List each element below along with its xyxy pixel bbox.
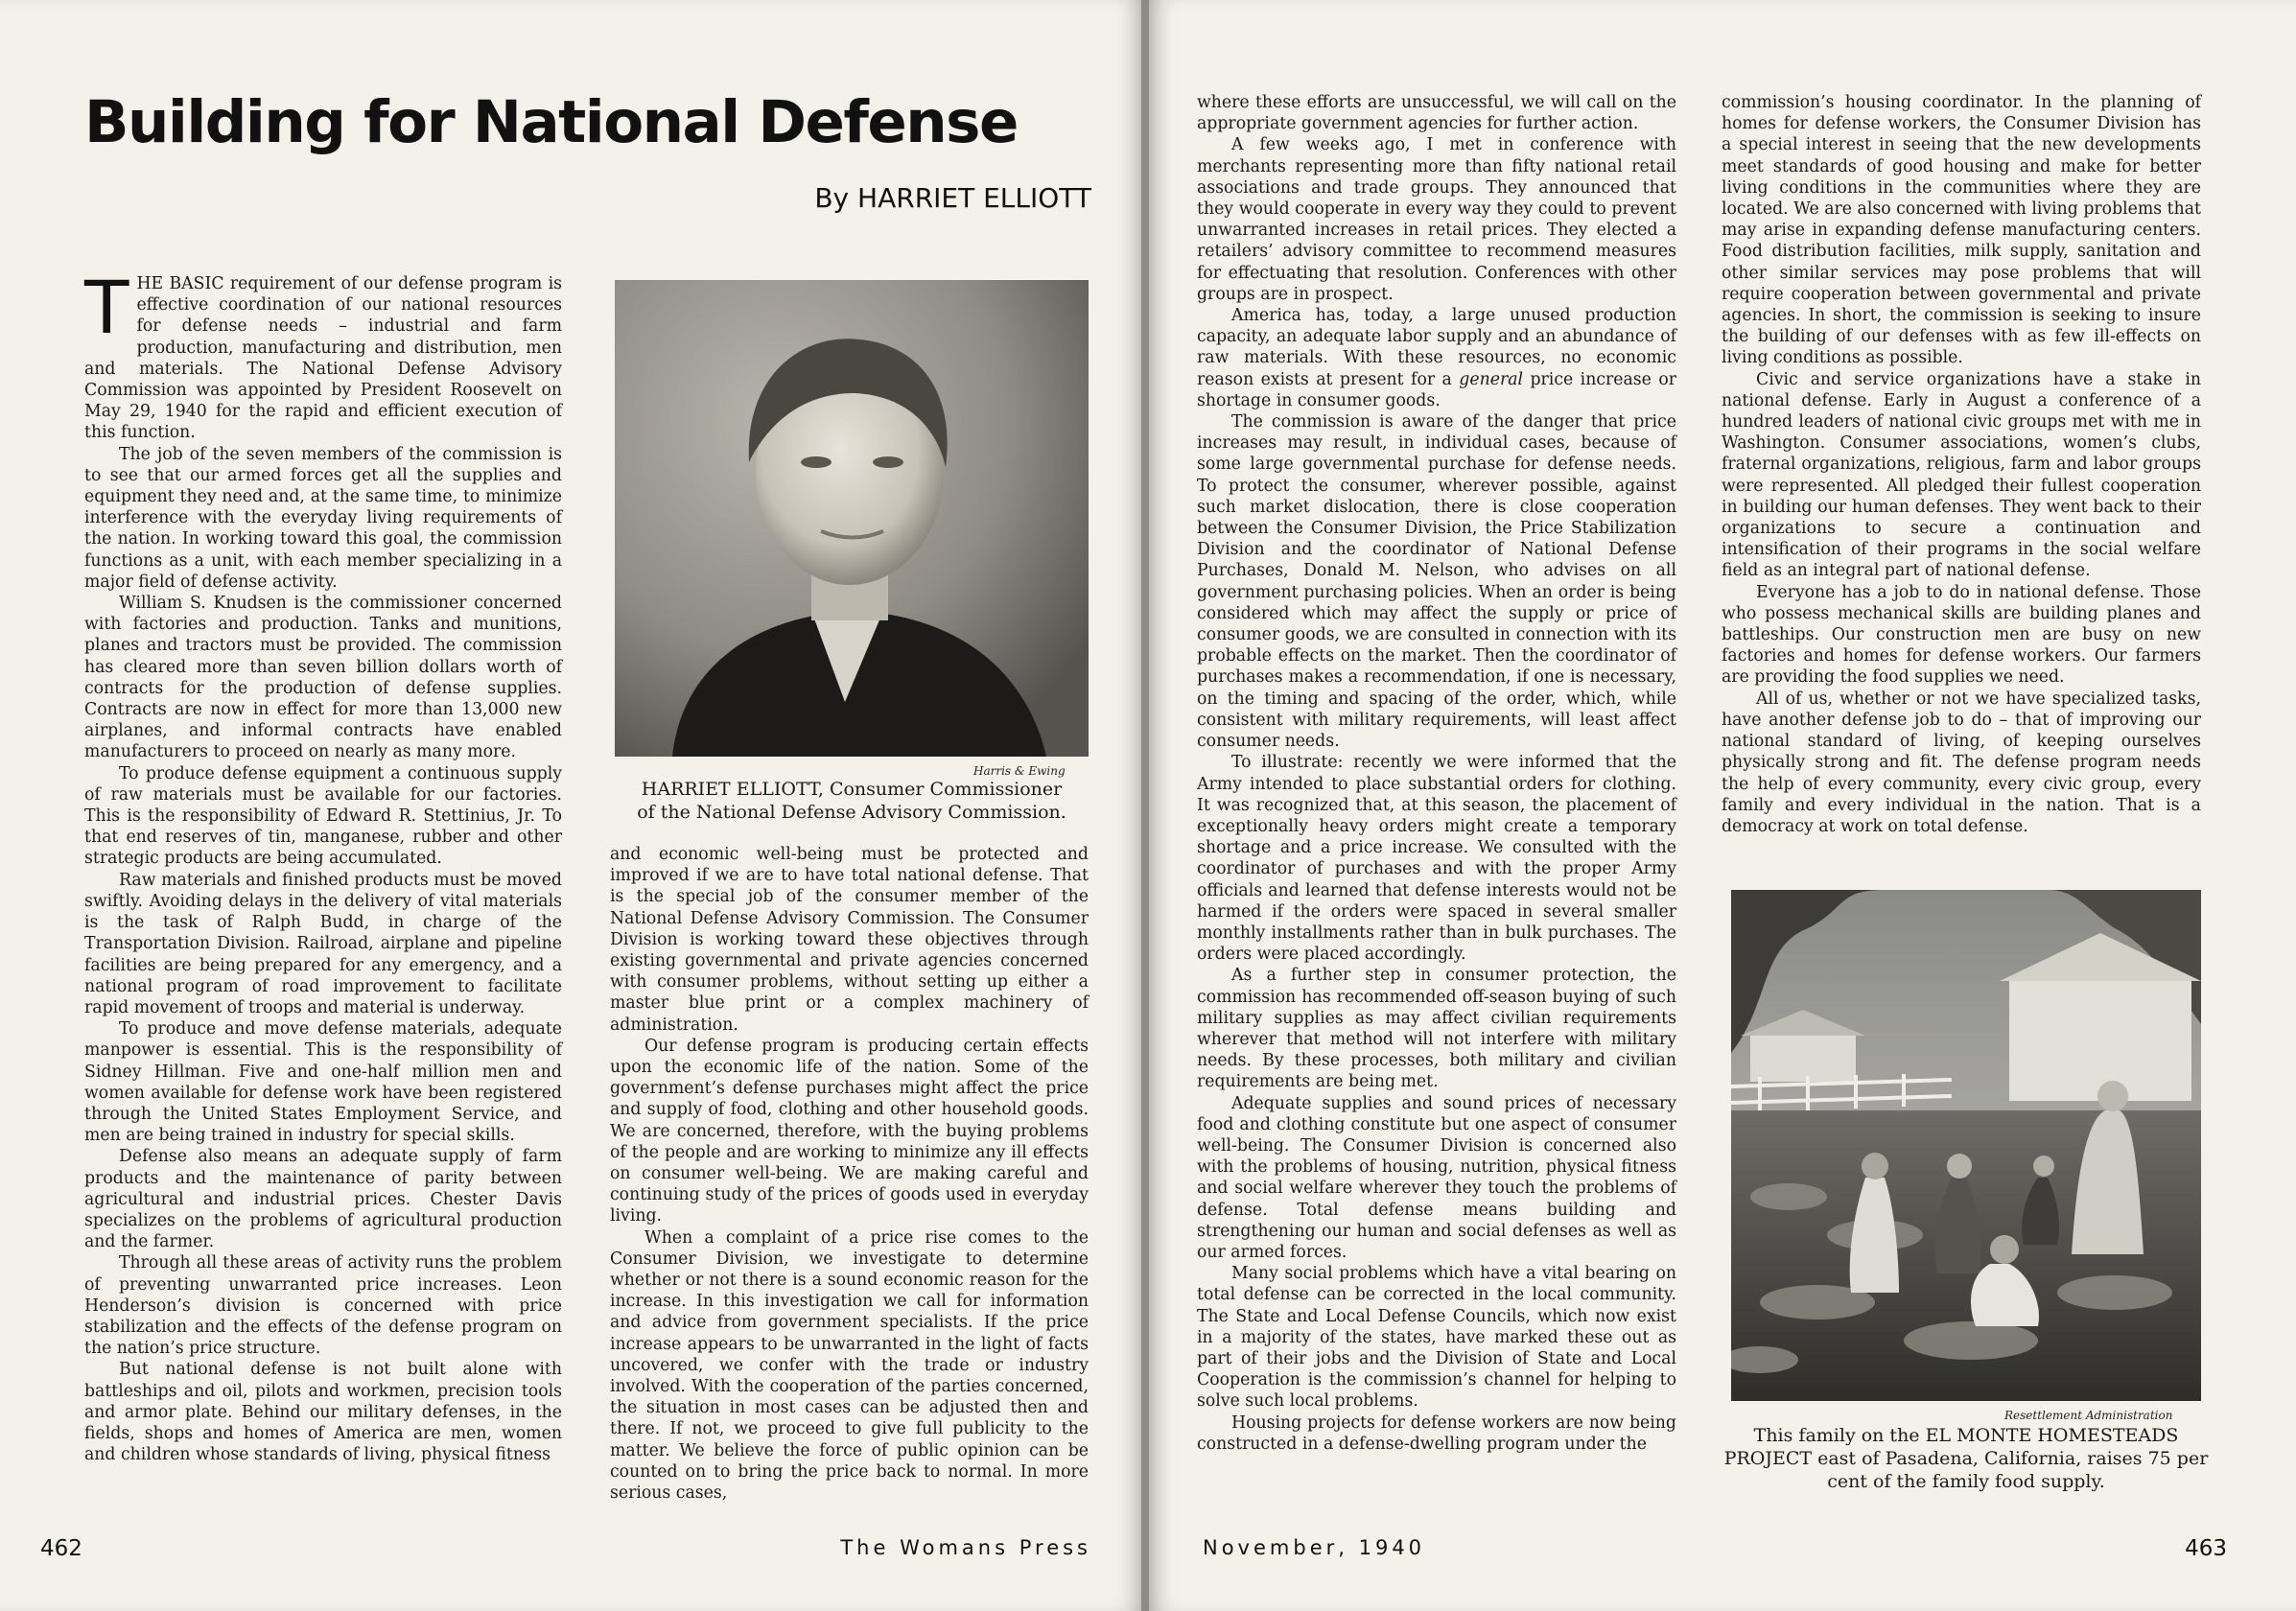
page-number-left: 462 <box>40 1536 82 1561</box>
article-column-2 <box>610 844 1089 1504</box>
paragraph: As a further step in consumer protection, the commission has recommended off-season buying of such military supplies as may affect civilian requirements wherever that method will not interfere with military needs. By these processes, both military and civilian requirements are being met. <box>1197 966 1676 1092</box>
paragraph: Many social problems which have a vital bearing on total defense can be corrected in the local community. The State and Local Defense Councils, which now exist in a majority of the states, have marked these out as part of their jobs and the Division of State and Local Cooperation is the commission’s channel for helping to solve such local problems. <box>1197 1264 1676 1412</box>
right-page <box>1149 0 2296 1611</box>
drop-cap: T <box>84 265 129 350</box>
paragraph: Through all these areas of activity runs the problem of preventing unwarranted price increases. Leon Henderson’s division is concerned with price stabilization and the effects of the defense program on the nation’s price structure. <box>84 1253 562 1359</box>
portrait-caption: HARRIET ELLIOTT, Consumer Commissioner of the National Defense Advisory Commission. <box>637 779 1066 823</box>
page-number-right: 463 <box>2185 1536 2227 1561</box>
paragraph: where these efforts are unsuccessful, we will call on the appropriate government agencies for further action. <box>1197 93 1676 134</box>
paragraph: To produce and move defense materials, adequate manpower is essential. This is the responsibility of Sidney Hillman. Five and one-half million men and women available for defense work have been registered through the United States Employment Service, and men are being trained in industry for special skills. <box>84 1019 562 1146</box>
paragraph: All of us, whether or not we have specialized tasks, have another defense job to do – that of improving our national standard of living, of keeping ourselves physically strong and fit. The defense program needs the help of every community, every civic group, every family and every individual in the nation. That is a democracy at work on total defense. <box>1722 689 2201 836</box>
paragraph: A few weeks ago, I met in conference with merchants representing more than fifty national retail associations and trade groups. They announced that they would cooperate in every way they could to prevent unwarranted increases in retail prices. They elected a retailers’ advisory committee to recommend measures for effectuating that resolution. Conferences with other groups are in prospect. <box>1197 135 1676 304</box>
left-page <box>0 0 1143 1611</box>
paragraph: The commission is aware of the danger that price increases may result, in individual cases, because of some large governmental purchase for defense needs. To protect the consumer, wherever possible, against such market dislocation, there is close cooperation between the Consumer Division, the Price Stabilization Division and the coordinator of National Defense Purchases, Donald M. Nelson, who advises on all government purchasing policies. When an order is being considered which may affect the supply or price of consumer goods, we are consulted in connection with its probable effects on the market. Then the coordinator of purchases makes a recommendation, if one is necessary, on the timing and spacing of the order, which, while consistent with military requirements, will least affect consumer needs. <box>1197 412 1676 752</box>
paragraph: Our defense program is producing certain effects upon the economic life of the nation. Some of the government’s defense purchases might affect the price and supply of food, clothing and other household goods. We are concerned, therefore, with the buying problems of the people and are working to minimize any ill effects on consumer well-being. We are making careful and continuing study of the prices of goods used in everyday living. <box>610 1036 1089 1226</box>
paragraph: Housing projects for defense workers are now being constructed in a defense-dwelling program under the <box>1197 1413 1676 1454</box>
homestead-credit: Resettlement Administration <box>2004 1409 2173 1422</box>
paragraph: William S. Knudsen is the commissioner concerned with factories and production. Tanks and munitions, planes and tractors must be provided. The commission has cleared more than seven billion dollars worth of contracts for the production of defense supplies. Contracts are now in effect for more than 13,000 new airplanes, and informal contracts have enabled manufacturers to proceed on nearly as many more. <box>84 594 562 762</box>
issue-date: November, 1940 <box>1203 1536 1426 1559</box>
paragraph: To produce defense equipment a continuous supply of raw materials must be available for our factories. This is the responsibility of Edward R. Stettinius, Jr. To that end reserves of tin, manganese, rubber and other strategic products are being accumulated. <box>84 763 562 869</box>
paragraph: America has, today, a large unused production capacity, an adequate labor supply and an abundance of raw materials. With these resources, no economic reason exists at present for a general price increase or shortage in consumer goods. <box>1197 306 1676 410</box>
paragraph: To illustrate: recently we were informed that the Army intended to place substantial orders for clothing. It was recognized that, at this season, the placement of exceptionally heavy orders might create a temporary shortage and a price increase. We consulted with the coordinator of purchases and with the proper Army officials and learned that defense interests would not be harmed if the orders were spaced in several smaller monthly installments rather than in bulk purchases. The orders were placed accordingly. <box>1197 753 1676 965</box>
paragraph: THE BASIC requirement of our defense program is effective coordination of our national resources for defense needs – industrial and farm production, manufacturing and distribution, men and materials. The National Defense Advisory Commission was appointed by President Roosevelt on May 29, 1940 for the rapid and efficient execution of this function. <box>84 265 562 443</box>
paragraph: Everyone has a job to do in national defense. Those who possess mechanical skills are building planes and battleships. Our construction men are busy on new factories and homes for defense workers. Our farmers are providing the food supplies we need. <box>1722 582 2201 688</box>
article-column-1 <box>84 265 562 1465</box>
paragraph: When a complaint of a price rise comes to the Consumer Division, we investigate to determine whether or not there is a sound economic reason for the increase. In this investigation we call for information and advice from government specialists. If the price increase appears to be unwarranted in the light of facts uncovered, we confer with the trade or industry involved. With the cooperation of the parties concerned, the situation in most cases can be adjusted then and there. If not, we proceed to give full publicity to the matter. We believe the force of public opinion can be counted on to bring the price back to normal. In more serious cases, <box>610 1227 1089 1504</box>
portrait-image <box>615 280 1089 757</box>
paragraph: But national defense is not built alone with battleships and oil, pilots and workmen, precision tools and armor plate. Behind our military defenses, in the fields, shops and homes of America are men, women and children whose standards of living, physical fitness <box>84 1360 562 1465</box>
portrait-credit: Harris & Ewing <box>973 764 1066 778</box>
paragraph: Defense also means an adequate supply of farm products and the maintenance of parity between agricultural and industrial prices. Chester Davis specializes on the problems of agricultural production and the farmer. <box>84 1147 562 1252</box>
homestead-caption: This family on the EL MONTE HOMESTEADS PROJECT east of Pasadena, California, raises 75 per cent of the family food supply. <box>1723 1425 2209 1492</box>
article-column-4 <box>1722 92 2201 837</box>
publication-name: The Womans Press <box>840 1536 1091 1559</box>
portrait-photo <box>615 280 1089 757</box>
homestead-image <box>1731 890 2201 1401</box>
paragraph: Raw materials and finished products must be moved swiftly. Avoiding delays in the delivery of vital materials is the task of Ralph Budd, in charge of the Transportation Division. Railroad, airplane and pipeline facilities are being prepared for any emergency, and a national program of road improvement to facilitate rapid movement of troops and material is underway. <box>84 870 562 1017</box>
article-title: Building for National Defense <box>84 88 1018 156</box>
byline: By HARRIET ELLIOTT <box>814 182 1091 214</box>
homestead-photo <box>1731 890 2201 1401</box>
paragraph: and economic well-being must be protected and improved if we are to have total national defense. That is the special job of the consumer member of the National Defense Advisory Commission. The Consumer Division is working toward these objectives through existing governmental and private agencies concerned with consumer problems, without setting up either a master blue print or a complex machinery of administration. <box>610 845 1089 1035</box>
paragraph: The job of the seven members of the commission is to see that our armed forces get all the supplies and equipment they need and, at the same time, to minimize interference with the everyday living requirements of the nation. In working toward this goal, the commission functions as a unit, with each member specializing in a major field of defense activity. <box>84 444 562 592</box>
paragraph: Civic and service organizations have a stake in national defense. Early in August a conference of a hundred leaders of national civic groups met with me in Washington. Consumer associations, women’s clubs, fraternal organizations, religious, farm and labor groups were represented. All pledged their fullest cooperation in building our human defenses. They went back to their organizations to secure a continuation and intensification of their programs in the social welfare field as an integral part of national defense. <box>1722 369 2201 581</box>
paragraph: commission’s housing coordinator. In the planning of homes for defense workers, the Consumer Division has a special interest in seeing that the new developments meet standards of good housing and make for better living conditions in the communities where they are located. We are also concerned with living problems that may arise in expanding defense manufacturing centers. Food distribution facilities, milk supply, sanitation and other similar services may pose problems that will require cooperation between governmental and private agencies. In short, the commission is seeking to insure the building of our defenses with as few ill-effects on living conditions as possible. <box>1722 93 2201 368</box>
article-column-3 <box>1197 92 1676 1455</box>
book-gutter <box>1141 0 1149 1611</box>
paragraph: Adequate supplies and sound prices of necessary food and clothing constitute but one aspect of consumer well-being. The Consumer Division is concerned also with the problems of housing, nutrition, physical fitness and social welfare wherever they touch the problems of defense. Total defense means building and strengthening our human and social defenses as well as our armed forces. <box>1197 1093 1676 1262</box>
